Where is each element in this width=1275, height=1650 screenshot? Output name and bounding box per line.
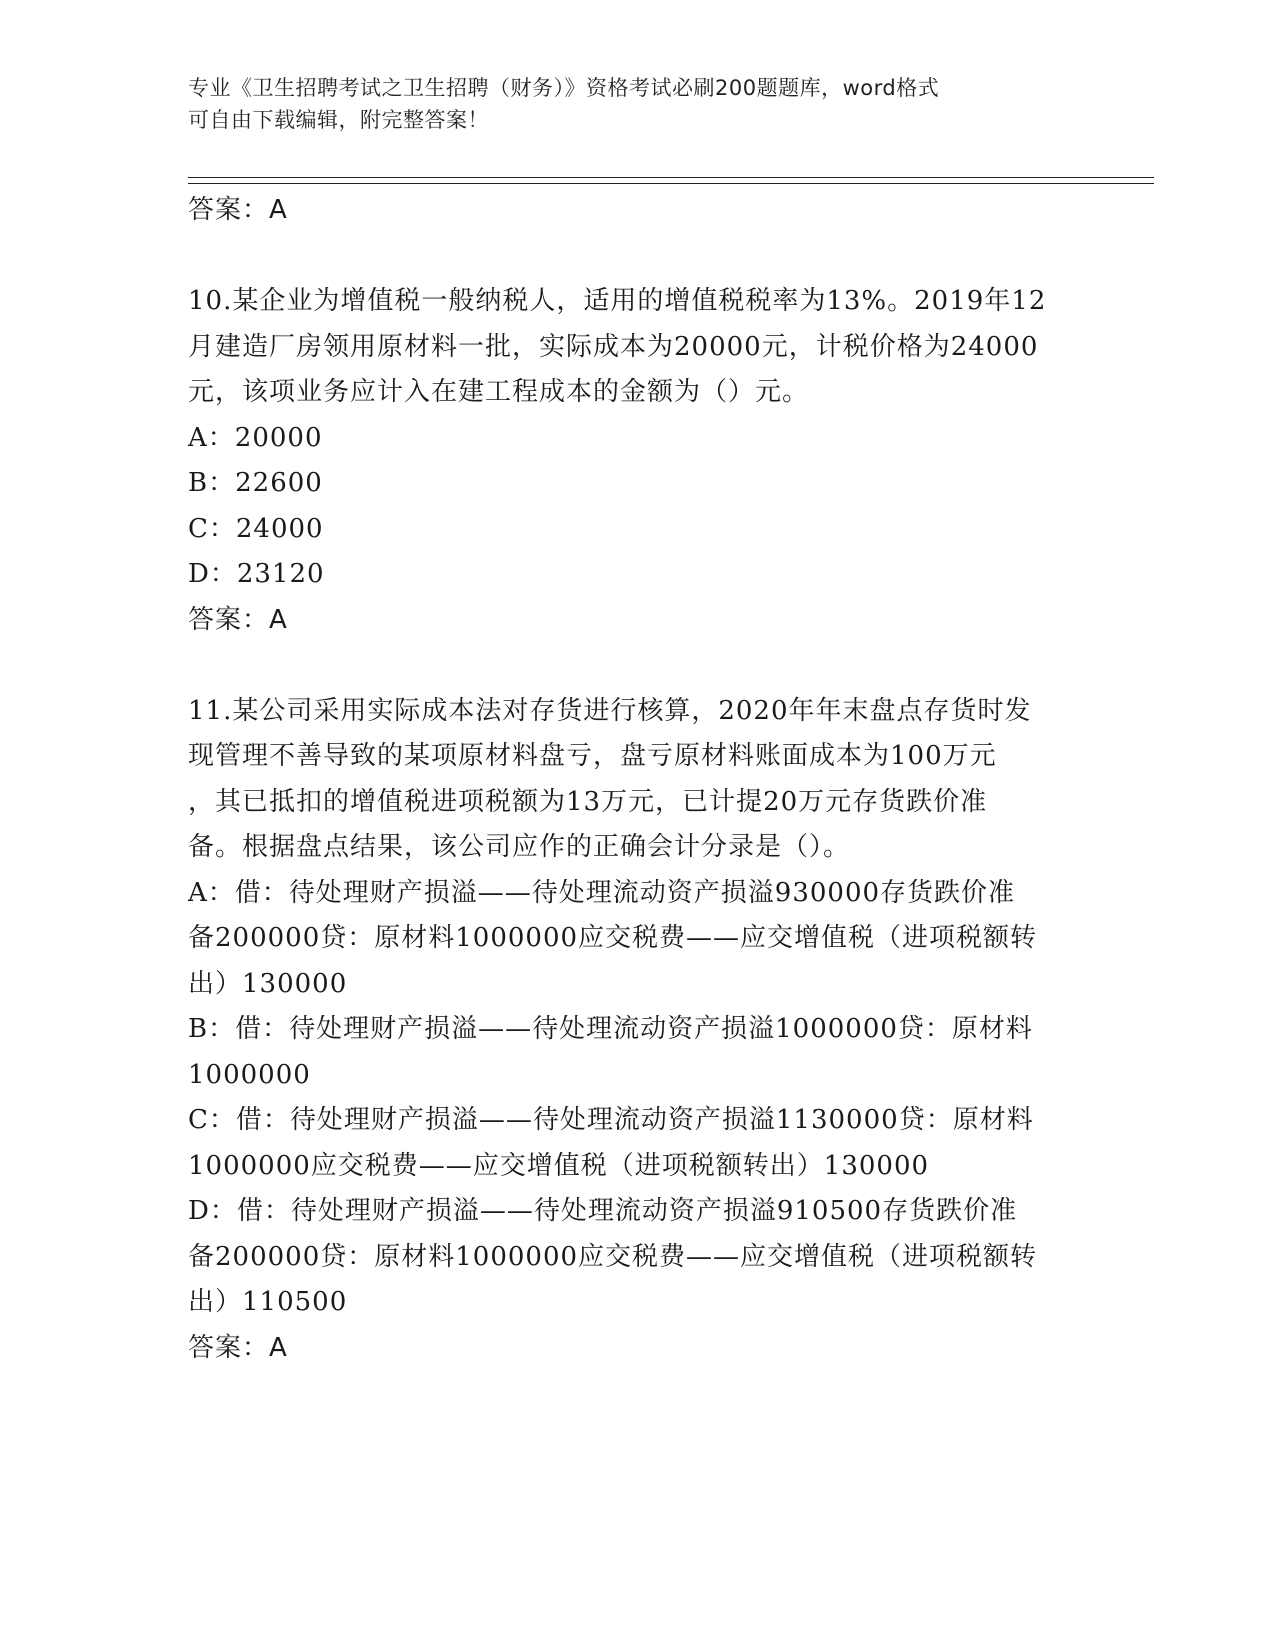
option-d-continued: 备200000贷：原材料1000000应交税费——应交增值税（进项税额转: [188, 1241, 1038, 1272]
option-c-continued: 1000000应交税费——应交增值税（进项税额转出）130000: [188, 1150, 930, 1181]
question-text-line: 月建造厂房领用原材料一批，实际成本为20000元，计税价格为24000: [188, 331, 1039, 362]
question-text-line: 备。根据盘点结果，该公司应作的正确会计分录是（）。: [188, 832, 851, 862]
question-text-line: 元，该项业务应计入在建工程成本的金额为（）元。: [188, 377, 810, 407]
option-b-continued: 1000000: [188, 1059, 311, 1090]
option-a: A：借：待处理财产损溢——待处理流动资产损溢930000存货跌价准: [188, 877, 1016, 908]
option-d-continued: 出）110500: [188, 1287, 348, 1317]
option-b: B：22600: [188, 468, 323, 498]
document-body: [188, 188, 1088, 1371]
question-10: [188, 279, 1088, 643]
question-text-line: 现管理不善导致的某项原材料盘亏，盘亏原材料账面成本为100万元: [188, 741, 997, 771]
previous-answer: 答案：A: [188, 195, 288, 225]
answer: 答案：A: [188, 604, 288, 635]
question-text-line: ，其已抵扣的增值税进项税额为13万元，已计提20万元存货跌价准: [188, 786, 988, 817]
option-d: D：借：待处理财产损溢——待处理流动资产损溢910500存货跌价准: [188, 1196, 1018, 1226]
answer: 答案：A: [188, 1332, 288, 1363]
header-line-2: 可自由下载编辑，附完整答案！: [188, 108, 489, 132]
option-c: C：24000: [188, 513, 324, 544]
question-text-line: 11.某公司采用实际成本法对存货进行核算，2020年年末盘点存货时发: [188, 695, 1032, 726]
header-line-1: 专业《卫生招聘考试之卫生招聘（财务）》资格考试必刷200题题库，word格式: [188, 76, 940, 100]
option-b: B：借：待处理财产损溢——待处理流动资产损溢1000000贷：原材料: [188, 1014, 1033, 1044]
document-header: [188, 72, 1068, 136]
option-c: C：借：待处理财产损溢——待处理流动资产损溢1130000贷：原材料: [188, 1105, 1034, 1135]
option-a: A：20000: [188, 422, 323, 453]
header-divider-bottom: [188, 183, 1154, 184]
header-divider-top: [188, 177, 1154, 178]
option-a-continued: 备200000贷：原材料1000000应交税费——应交增值税（进项税额转: [188, 923, 1038, 953]
question-text-line: 10.某企业为增值税一般纳税人，适用的增值税税率为13%。2019年12: [188, 286, 1047, 316]
option-d: D：23120: [188, 559, 325, 589]
question-11: [188, 689, 1088, 1372]
option-a-continued: 出）130000: [188, 968, 348, 999]
